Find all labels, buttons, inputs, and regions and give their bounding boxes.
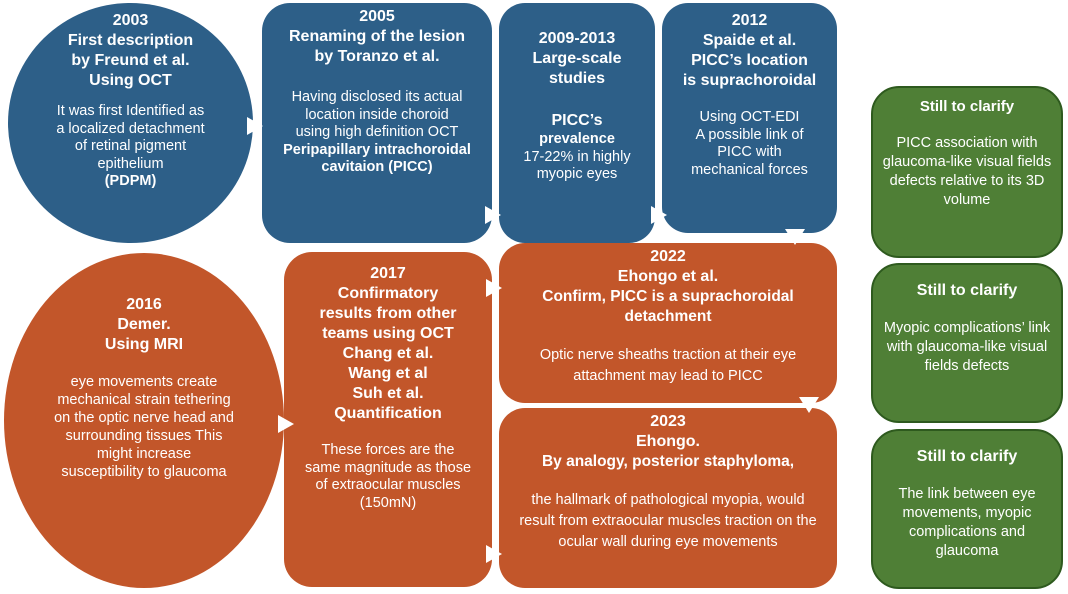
node-2017-text: These forces are the same magnitude as those of extraocular muscles (150mN): [304, 442, 472, 511]
node-2022-year: 2022: [650, 248, 686, 265]
node-2016-text: eye movements create mechanical strain tethering on the optic nerve head and surrounding tissues This might increase susceptibility to glaucoma: [54, 374, 234, 480]
node-2017-year: 2017: [370, 265, 406, 282]
node-2005: [262, 3, 492, 243]
node-2012-text-2: A possible link of PICC with mechanical forces: [691, 126, 808, 178]
node-2023-title-2: By analogy, posterior staphyloma,: [541, 453, 795, 470]
node-2003-title-2: by Freund et al.: [71, 52, 190, 69]
node-2023-text: the hallmark of pathological myopia, would result from extraocular muscles traction on the ocular wall during eye movements: [519, 492, 817, 550]
node-2017-title-6: Suh et al.: [352, 385, 424, 402]
clarify-box-1-title: Still to clarify: [919, 98, 1015, 115]
node-2003-title-3: Using OCT: [89, 72, 172, 89]
node-2017-title-2: results from other: [319, 305, 457, 322]
node-2005-title-1: Renaming of the lesion: [288, 28, 465, 45]
node-2017-title-3: teams using OCT: [322, 325, 454, 342]
arrow-2009-to-2012: [651, 206, 667, 224]
node-2023-title-1: Ehongo.: [636, 433, 700, 450]
node-2009-2013: [499, 3, 655, 243]
node-2009-title-1: Large-scale: [532, 50, 622, 67]
node-2003: [8, 3, 253, 243]
arrow-2016-to-2017: [278, 415, 294, 433]
node-2012-title-2: PICC’s location: [691, 52, 808, 69]
node-2009-text: 17-22% in highly myopic eyes: [523, 148, 631, 182]
node-2016-title-1: Demer.: [117, 316, 171, 333]
node-2009-bold-1: PICC’s: [551, 112, 603, 129]
arrow-2003-to-2005: [247, 117, 263, 135]
arrow-2017-to-2023: [486, 545, 502, 563]
node-2022-title-1: Ehongo et al.: [617, 268, 719, 285]
node-2022: [499, 243, 837, 403]
node-2017: [284, 252, 492, 587]
node-2009-year: 2009-2013: [538, 30, 616, 47]
node-2017-title-5: Wang et al: [348, 365, 428, 382]
node-2016-year: 2016: [126, 296, 162, 313]
arrow-2005-to-2009: [485, 206, 501, 224]
node-2017-title-1: Confirmatory: [337, 285, 439, 302]
clarify-box-3: [871, 429, 1063, 589]
node-2009-bold-2: prevalence: [539, 131, 615, 147]
node-2022-text: Optic nerve sheaths traction at their eye attachment may lead to PICC: [539, 347, 797, 384]
node-2023: [499, 408, 837, 588]
clarify-box-3-title: Still to clarify: [916, 448, 1018, 465]
node-2012: [662, 3, 837, 233]
node-2005-title-2: by Toranzo et al.: [314, 48, 440, 65]
node-2009-title-2: studies: [548, 70, 605, 87]
clarify-box-1: [871, 86, 1063, 258]
node-2016: [4, 253, 284, 588]
node-2005-year: 2005: [359, 8, 395, 25]
node-2023-year: 2023: [650, 413, 686, 430]
node-2017-title-7: Quantification: [334, 405, 442, 422]
arrow-2012-to-2022: [785, 229, 805, 245]
clarify-box-1-text: PICC association with glaucoma-like visual fields defects relative to its 3D volume: [882, 134, 1052, 208]
node-2022-title-2: Confirm, PICC is a suprachoroidal detachment: [542, 288, 794, 325]
node-2005-text: Having disclosed its actual location inside choroid using high definition OCT: [291, 89, 463, 140]
clarify-box-3-text: The link between eye movements, myopic complications and glaucoma: [898, 486, 1036, 559]
node-2003-title-1: First description: [67, 32, 194, 49]
node-2012-title-3: is suprachoroidal: [682, 72, 817, 89]
arrow-2022-to-2023: [799, 397, 819, 413]
node-2003-year: 2003: [112, 12, 149, 29]
clarify-box-2: [871, 263, 1063, 423]
node-2012-text-1: Using OCT-EDI: [699, 109, 800, 125]
node-2003-text: It was first Identified as a localized detachment of retinal pigment epithelium: [56, 103, 205, 172]
clarify-box-2-title: Still to clarify: [916, 282, 1018, 299]
arrow-2017-to-2022: [486, 279, 502, 297]
clarify-box-2-text: Myopic complications’ link with glaucoma-like visual fields defects: [883, 320, 1051, 374]
node-2016-title-2: Using MRI: [104, 336, 184, 353]
node-2017-title-4: Chang et al.: [342, 345, 434, 362]
node-2012-title-1: Spaide et al.: [702, 32, 797, 49]
node-2012-year: 2012: [731, 12, 768, 29]
node-2005-bold: Peripapillary intrachoroidal cavitaion (PICC): [283, 141, 471, 175]
node-2003-bold: (PDPM): [104, 173, 157, 189]
